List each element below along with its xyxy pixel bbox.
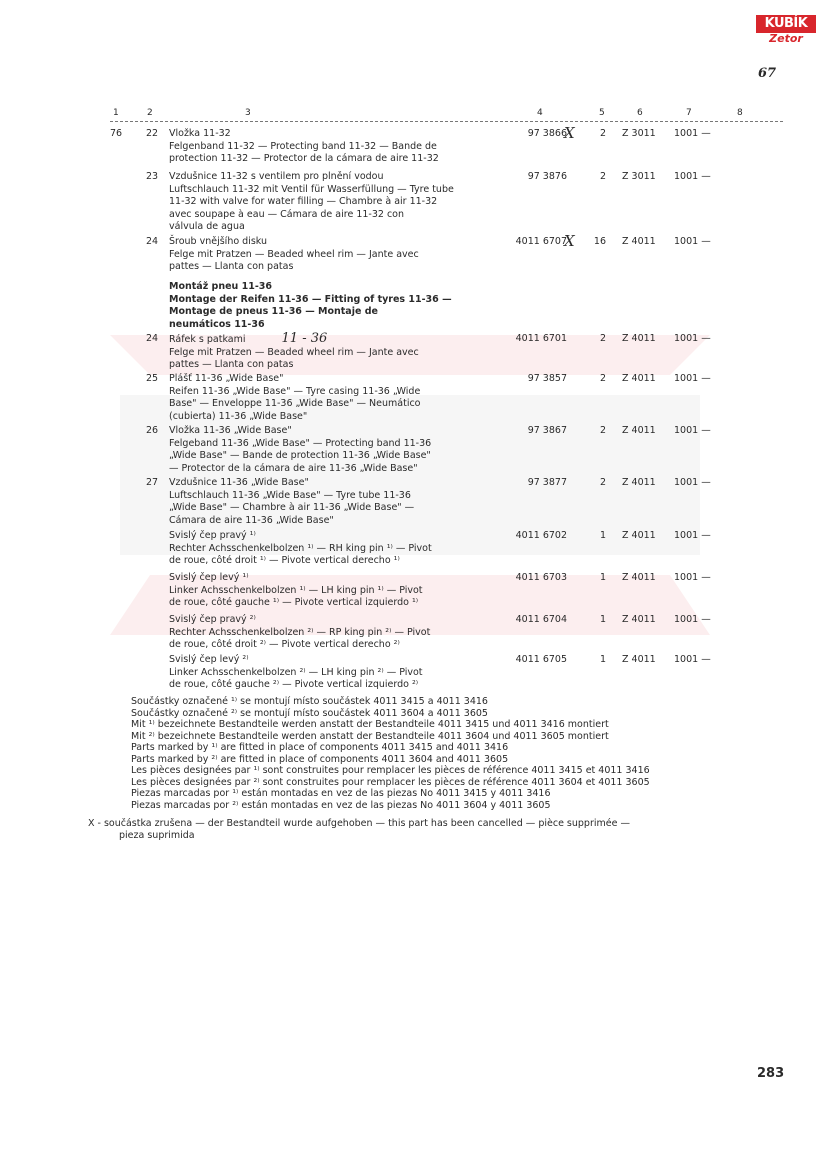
part-number: 4011 6707 [515,236,567,247]
note-line: Součástky označené ²⁾ se montují místo součástek 4011 3604 a 4011 3605 [131,707,488,719]
note-line: Piezas marcadas por ²⁾ están montadas en vez de las piezas No 4011 3604 y 4011 3605 [131,799,551,811]
description-line: Plášť 11-36 „Wide Base" [169,373,284,384]
description-line: Svislý čep pravý ¹⁾ [169,530,256,541]
footnotes [131,696,650,811]
cancelled-mark: X [564,124,575,142]
note-line: Les pièces designées par ¹⁾ sont construites pour remplacer les pièces de référence 4011 3415 et 4011 3416 [131,765,650,776]
logo-text: KUBÍK [756,15,816,33]
serial-from: 1001 — [674,654,711,665]
description-line: Luftschlauch 11-32 mit Ventil für Wasserfüllung — Tyre tube [169,183,454,195]
note-line: Parts marked by ²⁾ are fitted in place of components 4011 3604 and 4011 3605 [131,753,509,765]
col-header-3: 3 [245,108,251,118]
model-code: Z 4011 [622,614,656,625]
part-number: 97 3866 [527,128,567,139]
col-header-4: 4 [537,108,543,118]
part-number: 4011 6703 [515,572,567,583]
description-line: (cubierta) 11-36 „Wide Base" [169,410,308,422]
description-line: Felge mit Pratzen — Beaded wheel rim — Jante avec [169,346,419,358]
col-header-8: 8 [737,108,743,118]
description-line: de roue, côté gauche ¹⁾ — Pivote vertical izquierdo ¹⁾ [169,597,419,608]
description-line: Montáž pneu 11-36 [169,281,272,292]
item-position: 76 [110,128,123,139]
description-line: neumáticos 11-36 [169,318,265,330]
quantity: 16 [593,236,606,247]
note-line: Mit ²⁾ bezeichnete Bestandteile werden anstatt der Bestandteile 4011 3604 und 4011 3605 montiert [131,730,609,742]
part-number: 4011 6704 [515,614,567,625]
model-code: Z 4011 [622,530,656,541]
description-line: — Protector de la cámara de aire 11-36 „Wide Base" [169,462,418,474]
description-line: válvula de agua [169,221,245,232]
model-code: Z 3011 [622,128,656,139]
note-line: Les pièces designées par ²⁾ sont construites pour remplacer les pièces de référence 4011 3604 et 4011 3605 [131,776,650,788]
description-line: pattes — Llanta con patas [169,261,294,272]
description-line: de roue, côté droit ²⁾ — Pivote vertical derecho ²⁾ [169,639,400,650]
item-description [169,281,499,331]
item-number: 23 [146,171,159,182]
model-code: Z 4011 [622,654,656,665]
serial-from: 1001 — [674,614,711,625]
item-number: 25 [146,373,159,384]
item-description [169,654,499,692]
model-code: Z 4011 [622,477,656,488]
description-line: Felgenband 11-32 — Protecting band 11-32 — Bande de [169,140,437,152]
item-number: 24 [146,236,159,247]
description-line: Vložka 11-32 [169,128,231,139]
cancelled-note [88,818,768,841]
serial-from: 1001 — [674,333,711,344]
serial-from: 1001 — [674,236,711,247]
col-header-1: 1 [113,108,119,118]
serial-from: 1001 — [674,425,711,436]
quantity: 2 [599,373,606,384]
serial-from: 1001 — [674,373,711,384]
col-header-5: 5 [599,108,605,118]
handwritten-annotation: 11 - 36 [281,331,328,346]
part-number: 97 3857 [527,373,567,384]
col-header-7: 7 [686,108,692,118]
description-line: Vzdušnice 11-32 s ventilem pro plnění vodou [169,171,384,182]
description-line: Vložka 11-36 „Wide Base" [169,425,292,436]
description-line: de roue, côté droit ¹⁾ — Pivote vertical derecho ¹⁾ [169,555,400,566]
model-code: Z 3011 [622,171,656,182]
serial-from: 1001 — [674,128,711,139]
description-line: Montage de pneus 11-36 — Montaje de [169,306,378,317]
cancelled-note-line: X - součástka zrušena — der Bestandteil wurde aufgehoben — this part has been cancelled — pièce supprimée — [88,818,630,829]
handwritten-page-number: 67 [758,66,777,81]
cancelled-note-line: pieza suprimida [119,829,195,841]
quantity: 2 [599,333,606,344]
model-code: Z 4011 [622,333,656,344]
description-line: Vzdušnice 11-36 „Wide Base" [169,477,309,488]
item-description [169,477,499,527]
description-line: Rechter Achsschenkelbolzen ¹⁾ — RH king pin ¹⁾ — Pivot [169,542,432,554]
note-line: Mit ¹⁾ bezeichnete Bestandteile werden anstatt der Bestandteile 4011 3415 und 4011 3416 montiert [131,719,609,730]
part-number: 4011 6702 [515,530,567,541]
description-line: Felgeband 11-36 „Wide Base" — Protecting band 11-36 [169,437,432,449]
model-code: Z 4011 [622,373,656,384]
header-rule [110,121,783,122]
description-line: Šroub vnějšího disku [169,236,268,247]
quantity: 2 [599,425,606,436]
item-description [169,425,499,475]
item-description [169,236,499,274]
quantity: 1 [599,654,606,665]
description-line: Svislý čep levý ¹⁾ [169,572,249,583]
page-number: 283 [757,1066,785,1081]
model-code: Z 4011 [622,572,656,583]
serial-from: 1001 — [674,530,711,541]
description-line: Cámara de aire 11-36 „Wide Base" [169,514,334,526]
description-line: Montage der Reifen 11-36 — Fitting of tyres 11-36 — [169,293,452,305]
description-text: Ráfek s patkami [169,334,246,345]
quantity: 1 [599,572,606,583]
item-description [169,530,499,568]
item-number: 26 [146,425,159,436]
item-number: 27 [146,477,159,488]
serial-from: 1001 — [674,171,711,182]
item-number: 24 [146,333,159,344]
description-line: Felge mit Pratzen — Beaded wheel rim — Jante avec [169,248,419,260]
item-description [169,333,499,372]
model-code: Z 4011 [622,236,656,247]
quantity: 2 [599,171,606,182]
description-line: Reifen 11-36 „Wide Base" — Tyre casing 11-36 „Wide [169,385,421,397]
col-header-6: 6 [637,108,643,118]
item-description [169,128,499,166]
serial-from: 1001 — [674,572,711,583]
note-line: Parts marked by ¹⁾ are fitted in place of components 4011 3415 and 4011 3416 [131,742,509,753]
description-line: pattes — Llanta con patas [169,359,294,370]
part-number: 4011 6705 [515,654,567,665]
description-line: „Wide Base" — Bande de protection 11-36 „Wide Base" [169,450,431,461]
cancelled-mark: X [564,232,575,250]
quantity: 1 [599,530,606,541]
item-description [169,171,499,234]
model-code: Z 4011 [622,425,656,436]
description-line: Base" — Enveloppe 11-36 „Wide Base" — Neumático [169,398,421,409]
item-description [169,614,499,652]
description-line: Svislý čep levý ²⁾ [169,654,249,665]
note-line: Piezas marcadas por ¹⁾ están montadas en vez de las piezas No 4011 3415 y 4011 3416 [131,788,551,799]
description-line: Svislý čep pravý ²⁾ [169,614,256,625]
quantity: 2 [599,128,606,139]
description-line: 11-32 with valve for water filling — Chambre à air 11-32 [169,196,438,207]
description-line: Linker Achsschenkelbolzen ²⁾ — LH king pin ²⁾ — Pivot [169,666,423,678]
description-line: Luftschlauch 11-36 „Wide Base" — Tyre tube 11-36 [169,489,411,501]
item-number: 22 [146,128,159,139]
kubik-logo [756,15,816,45]
col-header-2: 2 [147,108,153,118]
description-line: protection 11-32 — Protector de la cámara de aire 11-32 [169,153,439,164]
part-number: 97 3867 [527,425,567,436]
item-description [169,373,499,423]
quantity: 1 [599,614,606,625]
description-line: de roue, côté gauche ²⁾ — Pivote vertical izquierdo ²⁾ [169,679,419,690]
part-number: 4011 6701 [515,333,567,344]
description-line [169,333,499,347]
description-line: „Wide Base" — Chambre à air 11-36 „Wide Base" — [169,502,415,513]
serial-from: 1001 — [674,477,711,488]
description-line: avec soupape à eau — Cámara de aire 11-32 con [169,208,405,220]
description-line: Rechter Achsschenkelbolzen ²⁾ — RP king pin ²⁾ — Pivot [169,626,431,638]
quantity: 2 [599,477,606,488]
note-line: Součástky označené ¹⁾ se montují místo součástek 4011 3415 a 4011 3416 [131,696,488,707]
item-description [169,572,499,610]
part-number: 97 3877 [527,477,567,488]
description-line: Linker Achsschenkelbolzen ¹⁾ — LH king pin ¹⁾ — Pivot [169,584,423,596]
part-number: 97 3876 [527,171,567,182]
logo-sub: Zetor [769,32,803,45]
